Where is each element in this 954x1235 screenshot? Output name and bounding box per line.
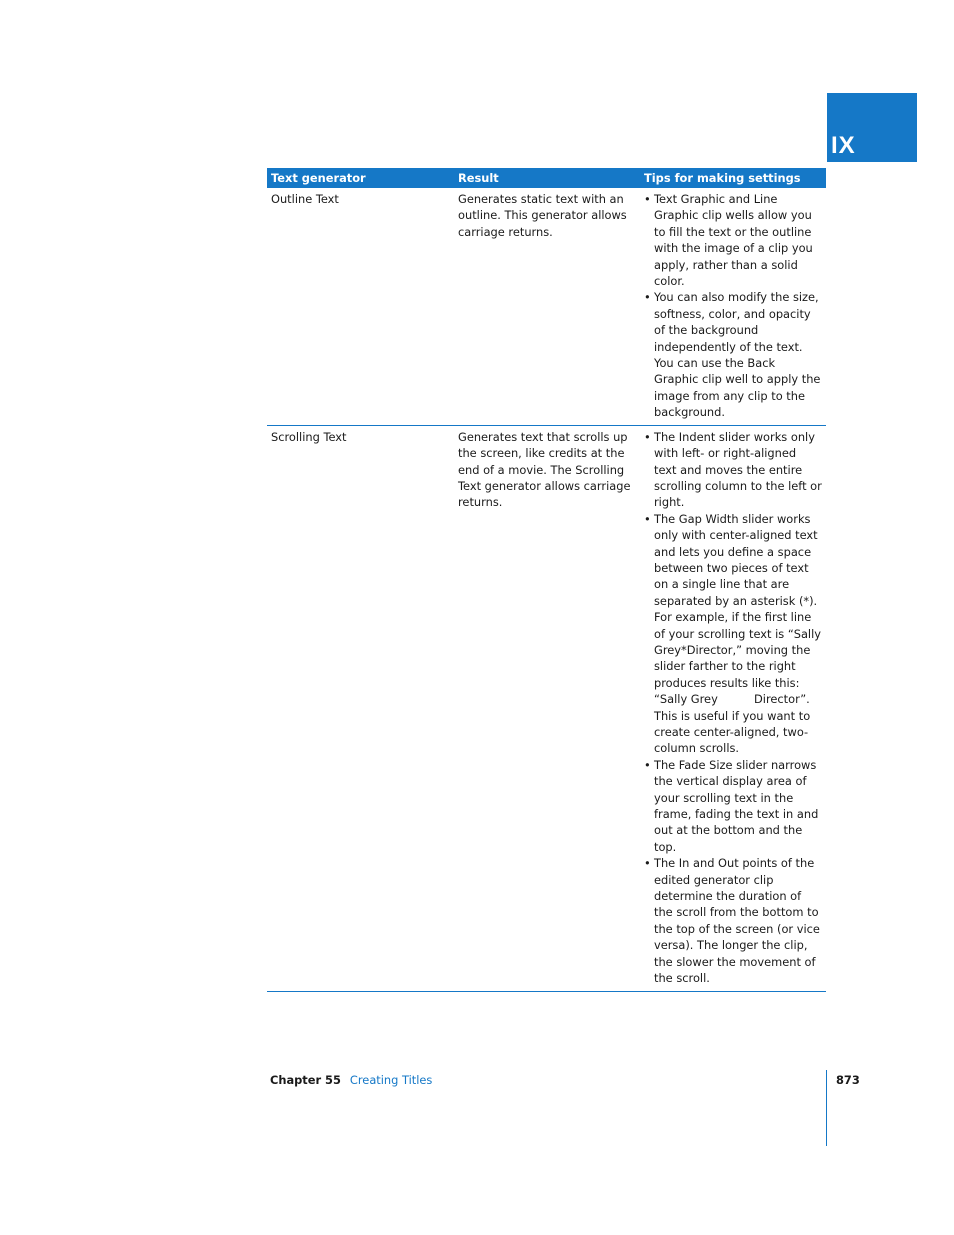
table-row xyxy=(267,425,826,991)
tips-list xyxy=(644,191,822,421)
tip-item: • You can also modify the size, softness, color, and opacity of the background independently of the text. You can use the Back Graphic clip well to apply the image from any clip to the background. xyxy=(644,289,822,420)
footer-divider xyxy=(826,1070,827,1146)
part-tab xyxy=(827,93,917,162)
generator-table xyxy=(267,168,826,992)
generator-tips xyxy=(640,425,826,991)
table-row xyxy=(267,188,826,425)
generator-result: Generates static text with an outline. This generator allows carriage returns. xyxy=(454,188,640,425)
tips-list xyxy=(644,429,825,987)
page-number: 873 xyxy=(836,1073,860,1087)
tip-item: • The Fade Size slider narrows the vertical display area of your scrolling text in the frame, fading the text in and out at the bottom and the top. xyxy=(644,757,822,855)
part-label: IX xyxy=(831,132,856,159)
tip-item: • Text Graphic and Line Graphic clip wells allow you to fill the text or the outline with the image of a clip you apply, rather than a solid color. xyxy=(644,191,822,289)
header-tips: Tips for making settings xyxy=(640,168,826,188)
generator-tips xyxy=(640,188,826,425)
header-result: Result xyxy=(454,168,640,188)
tip-item: • The Indent slider works only with left- or right-aligned text and moves the entire scrolling column to the left or right. xyxy=(644,429,822,511)
tip-item: • The In and Out points of the edited generator clip determine the duration of the scroll from the bottom to the top of the screen (or vice versa). The longer the clip, the slower the movement of the scroll. xyxy=(644,855,822,986)
header-text-generator: Text generator xyxy=(267,168,454,188)
page-footer xyxy=(270,1073,432,1087)
chapter-title-link[interactable]: Creating Titles xyxy=(349,1073,433,1087)
generator-result: Generates text that scrolls up the screen, like credits at the end of a movie. The Scrolling Text generator allows carriage returns. xyxy=(454,425,640,991)
generator-name: Outline Text xyxy=(267,188,454,425)
generator-name: Scrolling Text xyxy=(267,425,454,991)
table-header-row xyxy=(267,168,826,188)
chapter-label: Chapter 55 xyxy=(270,1073,341,1087)
tip-item: • The Gap Width slider works only with center-aligned text and lets you define a space between two pieces of text on a single line that are separated by an asterisk (*). For example, if the first line of your scrolling text is “Sally Grey*Director,” moving the slider farther to the right produces results like this: “Sally Grey Director”. This is useful if you want to create center-aligned, two-column scrolls. xyxy=(644,511,822,757)
